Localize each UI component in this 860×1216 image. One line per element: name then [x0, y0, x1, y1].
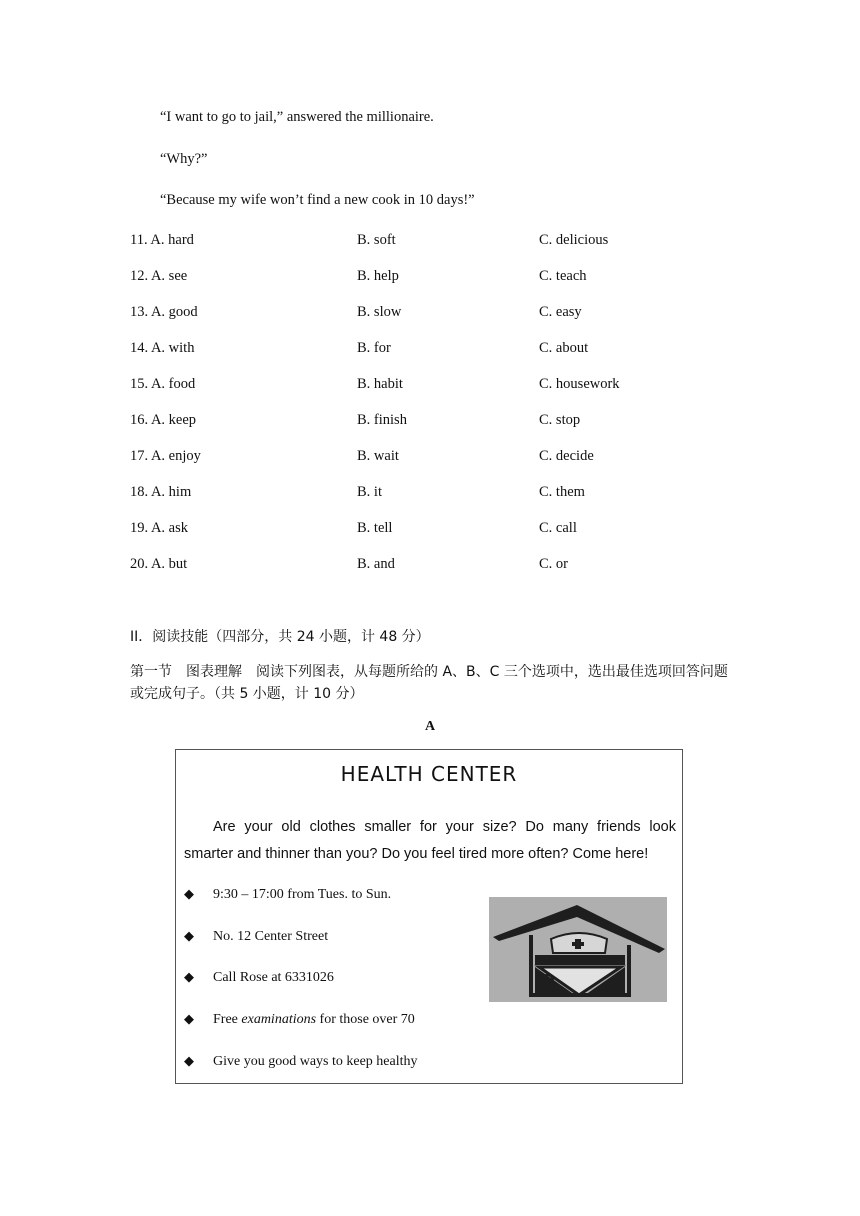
option-c: C. or	[539, 556, 568, 572]
option-a: 18. A. him	[130, 484, 192, 500]
option-b: B. tell	[357, 520, 393, 536]
option-b: B. help	[357, 268, 399, 284]
option-b: B. for	[357, 340, 391, 356]
option-c: C. housework	[539, 376, 620, 392]
option-c: C. stop	[539, 412, 581, 428]
bullet-text: Give you good ways to keep healthy	[213, 1054, 418, 1069]
question-row	[130, 268, 730, 288]
health-center-ad	[175, 749, 683, 1084]
option-c: C. them	[539, 484, 585, 500]
section-instructions: 第一节 图表理解 阅读下列图表，从每题所给的 A、B、C 三个选项中，选出最佳选项回答问题或完成句子。（共 5 小题，计 10 分）	[130, 664, 728, 702]
diamond-bullet-icon: ◆	[184, 1012, 194, 1027]
option-b: B. finish	[357, 412, 407, 428]
question-row	[130, 376, 730, 396]
option-a: 14. A. with	[130, 340, 195, 356]
bullet-text: 9:30 – 17:00 from Tues. to Sun.	[213, 887, 392, 902]
option-b: B. and	[357, 556, 395, 572]
option-b: B. slow	[357, 304, 402, 320]
ad-title: HEALTH CENTER	[340, 762, 518, 786]
option-a: 11. A. hard	[130, 232, 194, 248]
option-a: 17. A. enjoy	[130, 448, 201, 464]
option-c: C. easy	[539, 304, 582, 320]
option-b: B. soft	[357, 232, 396, 248]
diamond-bullet-icon: ◆	[184, 1054, 194, 1069]
option-c: C. call	[539, 520, 577, 536]
diamond-bullet-icon: ◆	[184, 887, 194, 902]
option-b: B. it	[357, 484, 382, 500]
option-c: C. decide	[539, 448, 594, 464]
diamond-bullet-icon: ◆	[184, 929, 194, 944]
option-a: 16. A. keep	[130, 412, 197, 428]
bullet-text: No. 12 Center Street	[213, 929, 329, 944]
bullet-text-start: Free	[213, 1012, 242, 1027]
question-row	[130, 340, 730, 360]
question-row	[130, 556, 730, 576]
option-a: 20. A. but	[130, 556, 188, 572]
question-row	[130, 304, 730, 324]
section-title: II．阅读技能（四部分，共 24 小题，计 48 分）	[130, 629, 430, 645]
question-row	[130, 412, 730, 432]
question-row	[130, 520, 730, 540]
bullet-text	[213, 1012, 415, 1028]
story-line: “I want to go to jail,” answered the millionaire.	[160, 109, 434, 125]
bullet-text: Call Rose at 6331026	[213, 970, 334, 985]
question-row	[130, 484, 730, 504]
option-a: 19. A. ask	[130, 520, 188, 536]
option-c: C. about	[539, 340, 589, 356]
option-a: 12. A. see	[130, 268, 188, 284]
option-a: 15. A. food	[130, 376, 196, 392]
health-center-logo-icon	[489, 897, 667, 1002]
bullet-text-emphasis: examinations	[241, 1012, 317, 1027]
question-row	[130, 232, 730, 252]
ad-intro: Are your old clothes smaller for your size? Do many friends look smarter and thinner than you? Do you feel tired more often? Come here!	[184, 819, 676, 862]
option-c: C. teach	[539, 268, 587, 284]
diamond-bullet-icon: ◆	[184, 970, 194, 985]
option-b: B. habit	[357, 376, 403, 392]
story-line: “Because my wife won’t find a new cook in 10 days!”	[160, 192, 475, 208]
story-line: “Why?”	[160, 151, 208, 167]
bullet-text-end: for those over 70	[316, 1012, 415, 1027]
question-row	[130, 448, 730, 468]
option-b: B. wait	[357, 448, 399, 464]
option-c: C. delicious	[539, 232, 609, 248]
option-a: 13. A. good	[130, 304, 198, 320]
passage-label: A	[424, 719, 436, 734]
